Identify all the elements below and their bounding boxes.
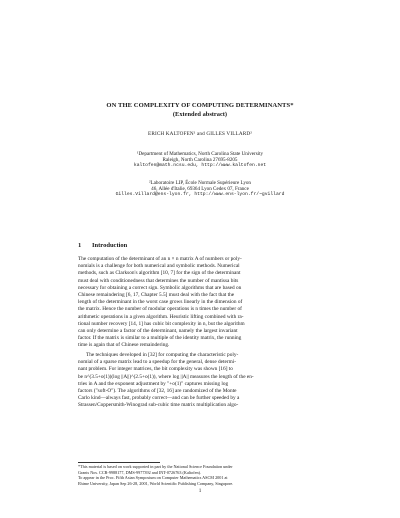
text-line: The techniques developed in [32] for computing the characteristic poly- <box>86 352 239 358</box>
affiliation-2-address: 46, Allée d'Italie, 69364 Lyon Cedex 07, France <box>151 186 249 193</box>
footnote-line: To appear in the Proc. Fifth Asian Symposium on Computer Mathematics ASCM 2001 at <box>78 475 228 481</box>
text-line: nomial of a sparse matrix lead to a speedup for the general, dense determi- <box>78 359 236 366</box>
paper-title: ON THE COMPLEXITY OF COMPUTING DETERMINANTS* <box>106 102 294 109</box>
section-number: 1 <box>78 242 82 249</box>
paragraph-2 <box>78 352 324 410</box>
affiliation-1-dept: ¹Department of Mathematics, North Carolina State University <box>136 151 264 157</box>
paper-subtitle: (Extended abstract) <box>172 111 228 118</box>
footnote-line: Ehime University, Japan Sep 26-28, 2001, World Scientific Publishing Company, Singapore. <box>78 480 234 486</box>
affiliation-2-contact: Gilles.Villard@ens-lyon.fr, http://www.ens-lyon.fr/~gvillard <box>115 192 285 198</box>
text-line: be n^(3.5+o(1))(log ||A||)^(2.5+o(1)), where log ||A|| measures the length of the en- <box>78 373 254 380</box>
text-line: can only determine a factor of the determinant, namely the largest invariant <box>78 327 238 334</box>
affiliation-1-address: Raleigh, North Carolina 27695-8205 <box>162 157 238 164</box>
text-line: tries in A and the exponent adjustment by "+o(1)" captures missing log <box>78 380 229 387</box>
text-line: time is again that of Chinese remaindering. <box>78 342 170 349</box>
text-line: The computation of the determinant of an n × n matrix A of numbers or poly- <box>78 256 242 262</box>
affiliation-2-lab: ²Laboratoire LIP, École Normale Supérieure Lyon <box>149 180 251 186</box>
text-line: must deal with conditionedness that determines the number of mantissa bits <box>78 277 239 284</box>
section-title: Introduction <box>92 242 128 249</box>
paragraph-1 <box>78 256 324 349</box>
text-line: factor. If the matrix is similar to a multiple of the identity matrix, the running <box>78 335 242 342</box>
footnote-line: Grants Nos. CCR-9988177, DMS-9977392 and INT-0726763 (Kaltofen). <box>78 469 202 475</box>
page-number: 1 <box>198 488 202 494</box>
footnote-line: *This material is based on work supported in part by the National Science Foundation under <box>78 464 233 469</box>
text-line: Strassen/Coppersmith-Winograd sub-cubic time matrix multiplication algo- <box>78 402 239 409</box>
text-line: tional number recovery [14, 1] has cubic bit complexity in n, but the algorithm <box>78 320 245 327</box>
text-line: nant problem. For integer matrices, the bit complexity was shown [16] to <box>78 366 233 373</box>
footnote-rule <box>78 462 160 463</box>
author-list: ERICH KALTOFEN¹ and GILLES VILLARD² <box>148 131 252 137</box>
affiliation-1 <box>0 151 400 170</box>
section-heading <box>78 242 127 250</box>
text-line: Carlo kind—always fast, probably correct—and can be further speeded by a <box>78 395 240 402</box>
footnotes <box>78 464 324 486</box>
text-line: Chinese remaindering [6, 17, Chapter 5.5] must deal with the fact that the <box>78 291 235 298</box>
text-line: arithmetic operations in a given algorithm. Heuristic lifting combined with ra- <box>78 313 244 320</box>
text-line: nomials is a challenge for both numerical and symbolic methods. Numerical <box>78 263 240 270</box>
text-line: factors ("soft-O"). The algorithms of [32, 16] are randomized of the Monte <box>78 387 237 394</box>
affiliation-2 <box>0 180 400 199</box>
text-line: length of the determinant in the worst case grows linearly in the dimension of <box>78 299 243 306</box>
affiliation-1-contact: kaltofen@math.ncsu.edu, http://www.kaltofen.net <box>133 163 267 169</box>
text-line: the matrix. Hence the number of modular operations is n times the number of <box>78 306 242 313</box>
text-line: necessary for obtaining a correct sign. Symbolic algorithms that are based on <box>78 284 242 291</box>
text-line: methods, such as Clarkson's algorithm [10, 7] for the sign of the determinant <box>78 270 241 277</box>
